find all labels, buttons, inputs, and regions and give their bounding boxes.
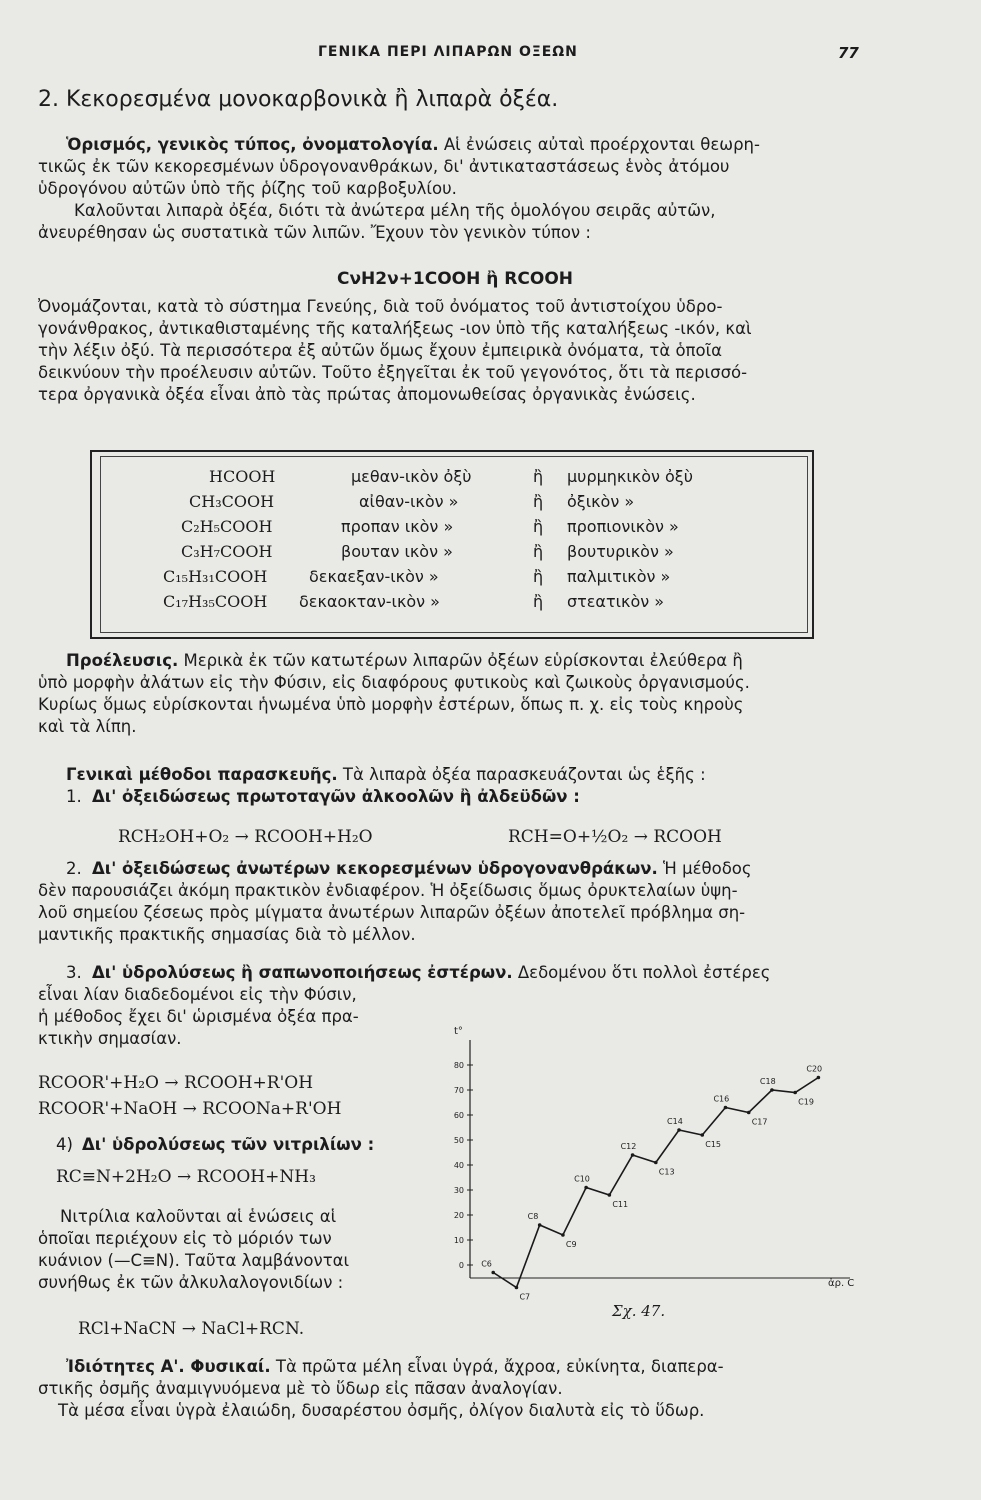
naming-line-5: τερα ὀργανικὰ ὀξέα εἶναι ἀπὸ τὰς πρώτας ἀπομονωθείσας ὀργανικὰς ἐνώσεις. bbox=[38, 385, 696, 404]
acid-common-name: ὀξικὸν » bbox=[567, 492, 635, 511]
point-label: C9 bbox=[565, 1240, 577, 1249]
method-3-line-3: ἡ μέθοδος ἔχει δι' ὡρισμένα ὀξέα πρα- bbox=[38, 1007, 359, 1026]
point-label: C16 bbox=[713, 1094, 730, 1104]
naming-line-4: δεικνύουν τὴν προέλευσιν αὐτῶν. Τοῦτο ἐξηγεῖται ἐκ τοῦ γεγονότος, ὅτι τὰ περισσό- bbox=[38, 363, 748, 382]
acid-formula: CH₃COOH bbox=[189, 492, 275, 511]
acid-common-name: βουτυρικὸν » bbox=[567, 542, 674, 561]
point-label: C17 bbox=[751, 1117, 768, 1127]
acid-or: ἢ bbox=[533, 542, 544, 561]
method-4-number: 4) bbox=[56, 1135, 73, 1154]
methods-intro-text: Τὰ λιπαρὰ ὀξέα παρασκευάζονται ὡς ἑξῆς : bbox=[337, 765, 706, 784]
point-label: C12 bbox=[620, 1142, 637, 1151]
methods-lead: Γενικαὶ μέθοδοι παρασκευῆς. bbox=[66, 765, 338, 784]
definition-line-3: ὑδρογόνου αὐτῶν ὑπὸ τῆς ῥίζης τοῦ καρβοξυλίου. bbox=[38, 179, 457, 198]
acid-systematic-name: βουταν ικὸν » bbox=[341, 542, 453, 561]
acid-formula: C₁₇H₃₅COOH bbox=[163, 592, 268, 611]
chart-svg bbox=[440, 1020, 860, 1310]
acid-systematic-name: προπαν ικὸν » bbox=[341, 517, 454, 536]
figure-caption: Σχ. 47. bbox=[612, 1302, 666, 1320]
acid-names-table bbox=[90, 450, 814, 639]
data-point bbox=[561, 1233, 565, 1237]
point-label: C7 bbox=[519, 1292, 531, 1302]
definition-line-1: Αἱ ἐνώσεις αὐταὶ προέρχονται θεωρη- bbox=[438, 135, 760, 154]
acid-or: ἢ bbox=[533, 592, 544, 611]
definition-line-5: ἀνευρέθησαν ὡς συστατικὰ τῶν λιπῶν. Ἔχουν τὸν γενικὸν τύπον : bbox=[38, 223, 591, 242]
method-4-title: Δι' ὑδρολύσεως τῶν νιτριλίων : bbox=[82, 1135, 375, 1154]
acid-common-name: παλμιτικὸν » bbox=[567, 567, 671, 586]
y-tick-label: 80 bbox=[453, 1061, 464, 1070]
origin-line-1: Μερικὰ ἐκ τῶν κατωτέρων λιπαρῶν ὀξέων εὑρίσκονται ἐλεύθερα ἢ bbox=[178, 651, 743, 670]
acid-common-name: μυρμηκικὸν ὀξὺ bbox=[567, 467, 693, 486]
origin-line-4: καὶ τὰ λίπη. bbox=[38, 717, 137, 736]
method-3-equation-b: RCOOR'+NaOH → RCOONa+R'OH bbox=[38, 1099, 342, 1119]
point-label: C19 bbox=[798, 1097, 814, 1107]
acid-formula: C₂H₅COOH bbox=[181, 517, 273, 536]
point-label: C20 bbox=[806, 1064, 823, 1074]
data-point bbox=[677, 1128, 681, 1132]
properties-paragraph bbox=[38, 1356, 918, 1422]
method-4-equation-2: RCl+NaCN → NaCl+RCN. bbox=[78, 1319, 305, 1339]
y-tick-label: 40 bbox=[453, 1161, 464, 1170]
acid-systematic-name: δεκαοκταν-ικὸν » bbox=[299, 592, 440, 611]
table-row bbox=[101, 467, 807, 492]
method-2-title: Δι' ὀξειδώσεως ἀνωτέρων κεκορεσμένων ὑδρογονανθράκων. bbox=[92, 859, 658, 878]
acid-or: ἢ bbox=[533, 492, 544, 511]
general-formula: CνH2ν+1COOH ἢ RCOOH bbox=[336, 269, 573, 289]
acid-systematic-name: αἰθαν-ικὸν » bbox=[359, 492, 459, 511]
definition-paragraph bbox=[38, 134, 888, 244]
method-3-line-2: εἶναι λίαν διαδεδομένοι εἰς τὴν Φύσιν, bbox=[38, 985, 357, 1004]
acid-table-inner bbox=[100, 456, 808, 633]
acid-common-name: στεατικὸν » bbox=[567, 592, 665, 611]
data-point bbox=[584, 1186, 588, 1190]
data-point bbox=[654, 1161, 658, 1165]
naming-line-1: Ὀνομάζονται, κατὰ τὸ σύστημα Γενεύης, διὰ τοῦ ὀνόματος τοῦ ἀντιστοίχου ὑδρο- bbox=[38, 297, 723, 316]
point-label: C14 bbox=[667, 1117, 683, 1126]
data-point bbox=[515, 1286, 519, 1290]
table-row bbox=[101, 492, 807, 517]
page-number: 77 bbox=[838, 44, 859, 62]
data-point bbox=[608, 1193, 612, 1197]
properties-lead: Ἰδιότητες Α'. Φυσικαί. bbox=[66, 1357, 271, 1376]
method-1-equation-b: RCH=O+½O₂ → RCOOH bbox=[508, 827, 722, 847]
method-1-number: 1. bbox=[66, 787, 82, 806]
naming-paragraph bbox=[38, 296, 888, 406]
properties-line-2: στικῆς ὀσμῆς ἀναμιγνυόμενα μὲ τὸ ὕδωρ εἰς πᾶσαν ἀναλογίαν. bbox=[38, 1379, 563, 1398]
point-label: C8 bbox=[527, 1212, 539, 1221]
method-4-line-2: ὁποῖαι περιέχουν εἰς τὸ μόριόν των bbox=[38, 1229, 332, 1248]
method-2-line-4: μαντικῆς πρακτικῆς σημασίας διὰ τὸ μέλλον. bbox=[38, 925, 416, 944]
method-4-line-1: Νιτρίλια καλοῦνται αἱ ἑνώσεις αἱ bbox=[60, 1207, 337, 1226]
method-4-heading bbox=[38, 1134, 438, 1156]
method-2-line-2: δὲν παρουσιάζει ἀκόμη πρακτικὸν ἐνδιαφέρον. Ἡ ὀξείδωσις ὅμως ὀρυκτελαίων ὑψη- bbox=[38, 881, 738, 900]
origin-line-2: ὑπὸ μορφὴν ἀλάτων εἰς τὴν Φύσιν, εἰς διαφόρους φυτικοὺς καὶ ζωικοὺς ὀργανισμούς. bbox=[38, 673, 750, 692]
point-label: C10 bbox=[574, 1174, 590, 1184]
method-3-title: Δι' ὑδρολύσεως ἢ σαπωνοποιήσεως ἐστέρων. bbox=[92, 963, 513, 982]
origin-line-3: Κυρίως ὅμως εὑρίσκονται ἡνωμένα ὑπὸ μορφὴν ἐστέρων, ὅπως π. χ. εἰς τοὺς κηροὺς bbox=[38, 695, 744, 714]
section-title: 2. Κεκορεσμένα μονοκαρβονικὰ ἢ λιπαρὰ ὀξέα. bbox=[38, 87, 559, 112]
definition-line-4: Καλοῦνται λιπαρὰ ὀξέα, διότι τὰ ἀνώτερα μέλη τῆς ὁμολόγου σειρᾶς αὐτῶν, bbox=[74, 201, 716, 220]
method-3-equation-a: RCOOR'+H₂O → RCOOH+R'OH bbox=[38, 1073, 314, 1093]
acid-systematic-name: μεθαν-ικὸν ὀξὺ bbox=[351, 467, 472, 486]
header-title: ΓΕΝΙΚΑ ΠΕΡΙ ΛΙΠΑΡΩΝ ΟΞΕΩΝ bbox=[318, 44, 578, 60]
properties-line-3: Τὰ μέσα εἶναι ὑγρὰ ἐλαιώδη, δυσαρέστου ὀσμῆς, ὀλίγον διαλυτὰ εἰς τὸ ὕδωρ. bbox=[58, 1401, 705, 1420]
y-tick-label: 30 bbox=[453, 1186, 464, 1195]
running-header bbox=[0, 38, 981, 68]
acid-formula: HCOOH bbox=[209, 467, 276, 486]
data-point bbox=[724, 1106, 728, 1110]
method-3-number: 3. bbox=[66, 963, 82, 982]
method-1-equation-a: RCH₂OH+O₂ → RCOOH+H₂O bbox=[118, 827, 373, 847]
data-point bbox=[747, 1111, 751, 1115]
method-2-line-1: Ἡ μέθοδος bbox=[657, 859, 752, 878]
acid-formula: C₁₅H₃₁COOH bbox=[163, 567, 268, 586]
y-tick-label: 10 bbox=[453, 1236, 464, 1245]
data-point bbox=[491, 1271, 495, 1275]
table-row bbox=[101, 592, 807, 617]
data-point bbox=[793, 1091, 797, 1095]
acid-or: ἢ bbox=[533, 467, 544, 486]
data-point bbox=[631, 1153, 635, 1157]
melting-point-chart bbox=[440, 1020, 860, 1320]
data-point bbox=[700, 1133, 704, 1137]
method-2-line-3: λοῦ σημείου ζέσεως πρὸς μίγματα ἀνωτέρων λιπαρῶν ὀξέων ἀποτελεῖ πρόβλημα ση- bbox=[38, 903, 746, 922]
point-label: C13 bbox=[658, 1167, 675, 1177]
y-tick-label: 50 bbox=[453, 1136, 464, 1145]
method-4-line-4: συνήθως ἐκ τῶν ἀλκυλαλογονιδίων : bbox=[38, 1273, 344, 1292]
method-4-equation: RC≡N+2H₂O → RCOOH+NH₃ bbox=[56, 1167, 316, 1187]
origin-paragraph bbox=[38, 650, 888, 738]
data-point bbox=[538, 1223, 542, 1227]
method-2-paragraph bbox=[38, 858, 888, 946]
series-line bbox=[493, 1078, 818, 1288]
naming-line-3: τὴν λέξιν ὀξύ. Τὰ περισσότερα ἐξ αὐτῶν ὅμως ἔχουν ἐμπειρικὰ ὀνόματα, τὰ ὁποῖα bbox=[38, 341, 723, 360]
x-axis-label: ἀρ. C bbox=[828, 1278, 855, 1289]
acid-formula: C₃H₇COOH bbox=[181, 542, 273, 561]
methods-intro bbox=[38, 764, 888, 808]
y-tick-label: 0 bbox=[458, 1261, 464, 1270]
point-label: C6 bbox=[481, 1259, 492, 1269]
method-1-title: Δι' ὀξειδώσεως πρωτοταγῶν ἀλκοολῶν ἢ ἀλδεϋδῶν : bbox=[92, 787, 580, 806]
y-axis-label: t° bbox=[454, 1026, 463, 1037]
point-label: C18 bbox=[759, 1077, 776, 1086]
y-tick-label: 20 bbox=[453, 1211, 464, 1220]
definition-line-2: τικῶς ἐκ τῶν κεκορεσμένων ὑδρογονανθράκων, δι' ἀντικαταστάσεως ἑνὸς ἀτόμου bbox=[38, 157, 730, 176]
definition-lead: Ὁρισμός, γενικὸς τύπος, ὀνοματολογία. bbox=[66, 135, 439, 154]
acid-or: ἢ bbox=[533, 517, 544, 536]
y-tick-label: 60 bbox=[453, 1111, 464, 1120]
data-point bbox=[770, 1088, 774, 1092]
method-3-line-1: Δεδομένου ὅτι πολλοὶ ἐστέρες bbox=[512, 963, 771, 982]
properties-line-1: Τὰ πρῶτα μέλη εἶναι ὑγρά, ἄχροα, εὐκίνητα, διαπερα- bbox=[270, 1357, 724, 1376]
method-2-number: 2. bbox=[66, 859, 82, 878]
acid-systematic-name: δεκαεξαν-ικὸν » bbox=[309, 567, 439, 586]
origin-lead: Προέλευσις. bbox=[66, 651, 179, 670]
method-4-paragraph bbox=[38, 1206, 438, 1294]
method-4-line-3: κυάνιον (—C≡N). Ταῦτα λαμβάνονται bbox=[38, 1251, 350, 1270]
acid-or: ἢ bbox=[533, 567, 544, 586]
data-point bbox=[817, 1076, 821, 1080]
y-tick-label: 70 bbox=[453, 1086, 464, 1095]
table-row bbox=[101, 517, 807, 542]
method-3-line-4: κτικὴν σημασίαν. bbox=[38, 1029, 182, 1048]
naming-line-2: γονάνθρακος, ἀντικαθισταμένης τῆς καταλήξεως -ιον ὑπὸ τῆς καταλήξεως -ικόν, καὶ bbox=[38, 319, 752, 338]
point-label: C15 bbox=[705, 1140, 722, 1149]
acid-common-name: προπιονικὸν » bbox=[567, 517, 679, 536]
table-row bbox=[101, 567, 807, 592]
table-row bbox=[101, 542, 807, 567]
point-label: C11 bbox=[612, 1200, 629, 1209]
